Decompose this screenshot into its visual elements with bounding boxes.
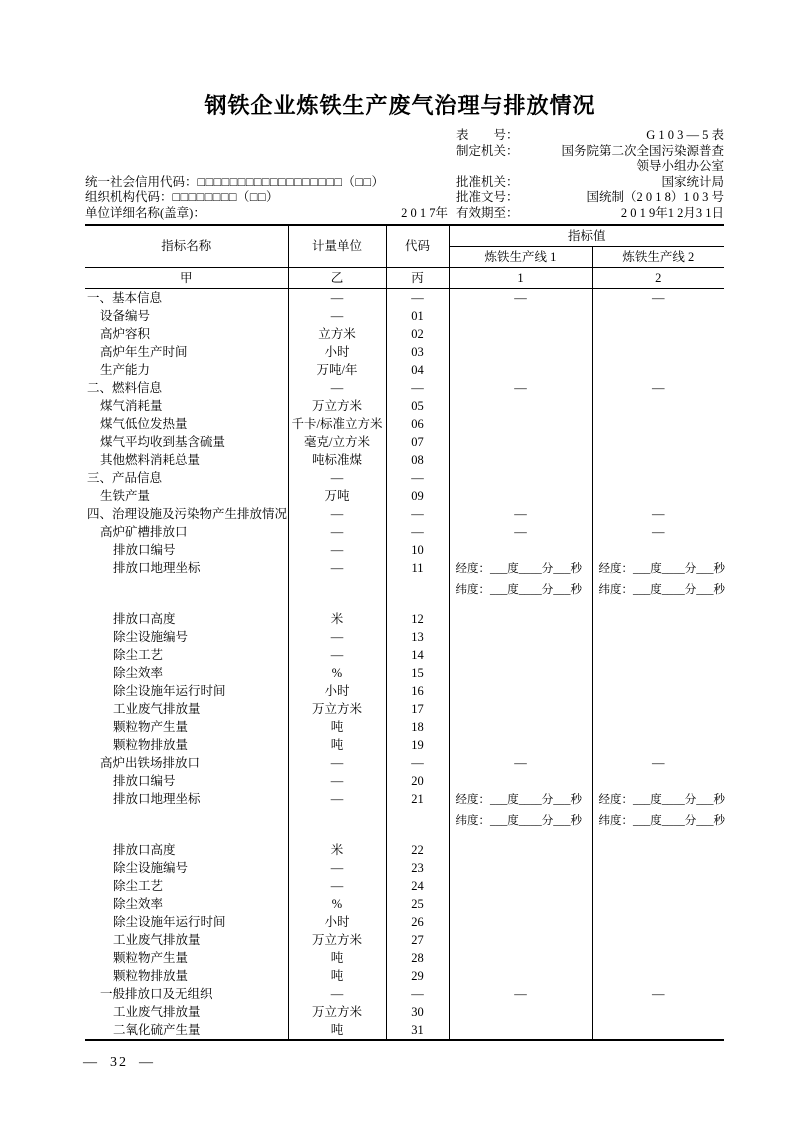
unit-cell: 米	[288, 841, 386, 859]
code-cell: 14	[386, 646, 449, 664]
value-cell-line2	[592, 433, 724, 451]
form-number-value: G 1 0 3 — 5 表	[646, 128, 724, 142]
table-row	[85, 288, 724, 307]
maker-value-line2: 领导小组办公室	[636, 159, 724, 174]
indicator-name-cell: 颗粒物产生量	[85, 949, 288, 967]
table-row	[85, 985, 724, 1003]
maker-label: 制定机关：	[456, 143, 519, 158]
credit-code-label: 统一社会信用代码：	[85, 174, 198, 189]
valid-until-label: 有效期至：	[456, 205, 519, 220]
indicator-name-cell: 二氧化硫产生量	[85, 1021, 288, 1040]
stub-header-yi: 乙	[288, 267, 386, 288]
unit-cell: 米	[288, 610, 386, 628]
value-cell-line1: —	[449, 754, 592, 772]
value-cell-line1	[449, 931, 592, 949]
form-number-label: 表 号：	[456, 128, 519, 142]
table-row	[85, 1003, 724, 1021]
code-cell: 12	[386, 610, 449, 628]
value-cell-line2	[592, 790, 724, 841]
value-cell-line1: —	[449, 288, 592, 307]
value-cell-line2	[592, 700, 724, 718]
stub-header-jia: 甲	[85, 267, 288, 288]
meta-row-unit-name	[85, 206, 724, 222]
valid-until-value: 2 0 1 9年1 2月3 1日	[620, 205, 724, 220]
unit-cell: —	[288, 379, 386, 397]
form-title: 钢铁企业炼铁生产废气治理与排放情况	[204, 93, 596, 118]
code-cell: —	[386, 379, 449, 397]
indicator-name-cell: 除尘设施年运行时间	[85, 913, 288, 931]
indicator-name-cell: 除尘设施年运行时间	[85, 682, 288, 700]
indicator-name-cell: 生产能力	[85, 361, 288, 379]
value-cell-line1	[449, 1003, 592, 1021]
longitude-fill-line: 经度：___度____分___秒	[598, 562, 725, 575]
unit-cell: 小时	[288, 682, 386, 700]
unit-cell: —	[288, 523, 386, 541]
code-cell: 16	[386, 682, 449, 700]
unit-cell: —	[288, 288, 386, 307]
code-cell: 31	[386, 1021, 449, 1040]
unit-cell: —	[288, 307, 386, 325]
table-row	[85, 628, 724, 646]
value-cell-line1: —	[449, 505, 592, 523]
value-cell-line1	[449, 433, 592, 451]
unit-cell: 吨标准煤	[288, 451, 386, 469]
code-cell: 03	[386, 343, 449, 361]
value-cell-line1	[449, 664, 592, 682]
meta-row-credit-code	[85, 175, 724, 191]
table-row	[85, 541, 724, 559]
indicator-name-cell: 工业废气排放量	[85, 1003, 288, 1021]
unit-cell: 立方米	[288, 325, 386, 343]
indicator-name-cell: 工业废气排放量	[85, 700, 288, 718]
unit-cell: —	[288, 877, 386, 895]
value-cell-line2	[592, 361, 724, 379]
value-cell-line1	[449, 736, 592, 754]
indicator-name-cell: 高炉容积	[85, 325, 288, 343]
value-cell-line1	[449, 559, 592, 610]
code-cell: 11	[386, 559, 449, 610]
value-cell-line2	[592, 877, 724, 895]
value-cell-line1	[449, 718, 592, 736]
code-cell: 13	[386, 628, 449, 646]
code-cell: 08	[386, 451, 449, 469]
value-cell-line1	[449, 772, 592, 790]
credit-code-boxes: □□□□□□□□□□□□□□□□□□（□□）	[197, 174, 385, 189]
value-cell-line2: —	[652, 524, 665, 539]
indicator-name-cell: 煤气平均收到基含硫量	[85, 433, 288, 451]
value-cell-line1	[449, 949, 592, 967]
table-row	[85, 523, 724, 541]
unit-cell: %	[288, 895, 386, 913]
table-row	[85, 913, 724, 931]
table-row	[85, 700, 724, 718]
code-cell: 07	[386, 433, 449, 451]
code-cell: 26	[386, 913, 449, 931]
table-row	[85, 1021, 724, 1040]
unit-cell: —	[288, 646, 386, 664]
table-row	[85, 931, 724, 949]
indicator-name-cell: 高炉矿槽排放口	[85, 523, 288, 541]
value-cell-line2: —	[652, 986, 665, 1001]
value-cell-line1: —	[449, 523, 592, 541]
value-cell-line1	[449, 646, 592, 664]
table-row	[85, 325, 724, 343]
code-cell: 17	[386, 700, 449, 718]
value-cell-line2	[592, 646, 724, 664]
value-cell-line2	[592, 895, 724, 913]
unit-cell: 吨	[288, 1021, 386, 1040]
code-cell: —	[386, 985, 449, 1003]
indicator-name-cell: 排放口地理坐标	[85, 559, 288, 610]
indicator-name-cell: 除尘效率	[85, 895, 288, 913]
value-cell-line1	[449, 682, 592, 700]
unit-cell: —	[288, 754, 386, 772]
indicator-name-cell: 工业废气排放量	[85, 931, 288, 949]
indicator-table-header	[85, 225, 724, 289]
value-cell-line2	[592, 397, 724, 415]
table-row	[85, 397, 724, 415]
value-cell-line2	[592, 841, 724, 859]
unit-cell: —	[288, 790, 386, 841]
indicator-name-cell: 三、产品信息	[85, 469, 288, 487]
value-cell-line2	[592, 1003, 724, 1021]
indicator-name-cell: 排放口编号	[85, 541, 288, 559]
unit-cell: 万立方米	[288, 700, 386, 718]
unit-cell: 万立方米	[288, 931, 386, 949]
table-row	[85, 877, 724, 895]
table-row	[85, 487, 724, 505]
code-cell: —	[386, 523, 449, 541]
stub-header-2: 2	[592, 267, 724, 288]
table-row	[85, 343, 724, 361]
unit-cell: 万立方米	[288, 1003, 386, 1021]
unit-cell: —	[288, 469, 386, 487]
value-cell-line1	[449, 541, 592, 559]
indicator-name-cell: 一、基本信息	[85, 288, 288, 307]
unit-cell: —	[288, 772, 386, 790]
table-row	[85, 469, 724, 487]
code-cell: 27	[386, 931, 449, 949]
approval-doc-label: 批准文号：	[456, 190, 519, 205]
value-cell-line2	[592, 1021, 724, 1040]
indicator-table	[85, 224, 724, 1041]
unit-cell: 吨	[288, 949, 386, 967]
value-cell-line1	[449, 343, 592, 361]
unit-cell: 吨	[288, 718, 386, 736]
col-header-value-group: 指标值	[449, 225, 724, 247]
value-cell-line2	[592, 931, 724, 949]
value-cell-line2	[592, 469, 724, 487]
table-row	[85, 664, 724, 682]
code-cell: 01	[386, 307, 449, 325]
indicator-name-cell: 排放口高度	[85, 841, 288, 859]
latitude-fill-line: 纬度：___度____分___秒	[598, 814, 725, 827]
stub-header-bing: 丙	[386, 267, 449, 288]
value-cell-line1	[449, 841, 592, 859]
value-cell-line1	[449, 415, 592, 433]
table-row	[85, 610, 724, 628]
table-row	[85, 949, 724, 967]
table-row	[85, 415, 724, 433]
unit-cell: —	[288, 628, 386, 646]
col-header-unit: 计量单位	[288, 225, 386, 268]
latitude-fill-line: 纬度：___度____分___秒	[455, 583, 582, 596]
value-cell-line1	[449, 325, 592, 343]
value-cell-line1	[449, 628, 592, 646]
unit-cell: 万吨	[288, 487, 386, 505]
value-cell-line1	[449, 307, 592, 325]
value-cell-line2	[592, 559, 724, 610]
value-cell-line2	[592, 451, 724, 469]
indicator-name-cell: 排放口高度	[85, 610, 288, 628]
unit-cell: 毫克/立方米	[288, 433, 386, 451]
col-header-line2: 炼铁生产线 2	[592, 246, 724, 267]
approval-doc-value: 国统制（2 0 1 8）1 0 3 号	[586, 190, 724, 205]
table-row	[85, 361, 724, 379]
indicator-name-cell: 除尘工艺	[85, 646, 288, 664]
code-cell: 21	[386, 790, 449, 841]
maker-value-line1: 国务院第二次全国污染源普查	[561, 143, 724, 158]
report-year: 2 0 1 7年	[401, 205, 448, 220]
table-row	[85, 967, 724, 985]
unit-cell: —	[288, 559, 386, 610]
value-cell-line1: —	[449, 985, 592, 1003]
value-cell-line1	[449, 361, 592, 379]
value-cell-line1	[449, 451, 592, 469]
value-cell-line2	[592, 307, 724, 325]
indicator-name-cell: 除尘设施编号	[85, 859, 288, 877]
value-cell-line2	[592, 967, 724, 985]
indicator-name-cell: 排放口地理坐标	[85, 790, 288, 841]
indicator-name-cell: 除尘效率	[85, 664, 288, 682]
unit-cell: 小时	[288, 913, 386, 931]
code-cell: 30	[386, 1003, 449, 1021]
latitude-fill-line: 纬度：___度____分___秒	[598, 583, 725, 596]
table-row	[85, 646, 724, 664]
value-cell-line2: —	[652, 380, 665, 395]
value-cell-line2	[592, 718, 724, 736]
indicator-name-cell: 颗粒物产生量	[85, 718, 288, 736]
unit-cell: 小时	[288, 343, 386, 361]
value-cell-line2: —	[652, 755, 665, 770]
unit-cell: —	[288, 859, 386, 877]
table-row	[85, 841, 724, 859]
approver-label: 批准机关：	[456, 174, 519, 189]
approver-value: 国家统计局	[661, 174, 724, 189]
code-cell: 05	[386, 397, 449, 415]
indicator-name-cell: 四、治理设施及污染物产生排放情况	[87, 506, 288, 521]
value-cell-line1	[449, 610, 592, 628]
value-cell-line1	[449, 1021, 592, 1040]
code-cell: 28	[386, 949, 449, 967]
table-row	[85, 433, 724, 451]
value-cell-line2: —	[652, 506, 665, 521]
code-cell: 29	[386, 967, 449, 985]
table-row	[85, 682, 724, 700]
code-cell: 22	[386, 841, 449, 859]
unit-cell: %	[288, 664, 386, 682]
value-cell-line2	[592, 415, 724, 433]
unit-cell: —	[288, 541, 386, 559]
indicator-name-cell: 高炉年生产时间	[85, 343, 288, 361]
value-cell-line2	[592, 541, 724, 559]
code-cell: 18	[386, 718, 449, 736]
indicator-name-cell: 一般排放口及无组织	[85, 985, 288, 1003]
value-cell-line1	[449, 877, 592, 895]
code-cell: 15	[386, 664, 449, 682]
code-cell: 23	[386, 859, 449, 877]
latitude-fill-line: 纬度：___度____分___秒	[455, 814, 582, 827]
col-header-line1: 炼铁生产线 1	[449, 246, 592, 267]
unit-cell: 吨	[288, 967, 386, 985]
code-cell: 24	[386, 877, 449, 895]
value-cell-line1	[449, 859, 592, 877]
indicator-name-cell: 高炉出铁场排放口	[85, 754, 288, 772]
value-cell-line1	[449, 895, 592, 913]
org-code-boxes: □□□□□□□□（□□）	[172, 190, 280, 205]
value-cell-line2	[592, 949, 724, 967]
col-header-indicator: 指标名称	[85, 225, 288, 268]
form-header-meta	[85, 128, 724, 222]
indicator-name-cell: 除尘设施编号	[85, 628, 288, 646]
meta-row-org-code	[85, 190, 724, 206]
unit-name-label: 单位详细名称(盖章)：	[85, 205, 206, 220]
table-row	[85, 772, 724, 790]
code-cell: 10	[386, 541, 449, 559]
value-cell-line1	[449, 967, 592, 985]
meta-row-form-number	[85, 128, 724, 144]
code-cell: —	[386, 505, 449, 523]
value-cell-line2	[592, 913, 724, 931]
value-cell-line2	[592, 772, 724, 790]
table-row	[85, 895, 724, 913]
table-row	[85, 790, 724, 841]
unit-cell: —	[288, 985, 386, 1003]
value-cell-line2: —	[652, 290, 665, 305]
meta-row-maker-2	[85, 159, 724, 175]
value-cell-line2	[592, 664, 724, 682]
indicator-table-body	[85, 288, 724, 1040]
table-row	[85, 559, 724, 610]
code-cell: —	[386, 469, 449, 487]
indicator-name-cell: 其他燃料消耗总量	[85, 451, 288, 469]
indicator-name-cell: 设备编号	[85, 307, 288, 325]
longitude-fill-line: 经度：___度____分___秒	[455, 793, 582, 806]
indicator-name-cell: 二、燃料信息	[85, 379, 288, 397]
value-cell-line2	[592, 682, 724, 700]
value-cell-line2	[592, 736, 724, 754]
code-cell: 06	[386, 415, 449, 433]
indicator-name-cell: 生铁产量	[85, 487, 288, 505]
code-cell: 04	[386, 361, 449, 379]
indicator-name-cell: 排放口编号	[85, 772, 288, 790]
stub-header-1: 1	[449, 267, 592, 288]
value-cell-line1: —	[449, 379, 592, 397]
unit-cell: 万立方米	[288, 397, 386, 415]
value-cell-line2	[592, 325, 724, 343]
indicator-name-cell: 颗粒物排放量	[85, 967, 288, 985]
unit-cell: 万吨/年	[288, 361, 386, 379]
indicator-name-cell: 煤气消耗量	[85, 397, 288, 415]
table-row	[85, 754, 724, 772]
value-cell-line2	[592, 859, 724, 877]
table-row	[85, 859, 724, 877]
unit-cell: —	[288, 505, 386, 523]
value-cell-line2	[592, 610, 724, 628]
code-cell: 20	[386, 772, 449, 790]
table-row	[85, 718, 724, 736]
value-cell-line1	[449, 913, 592, 931]
longitude-fill-line: 经度：___度____分___秒	[598, 793, 725, 806]
unit-cell: 千卡/标准立方米	[288, 415, 386, 433]
indicator-name-cell: 颗粒物排放量	[85, 736, 288, 754]
value-cell-line2	[592, 487, 724, 505]
table-row	[85, 736, 724, 754]
table-row	[85, 451, 724, 469]
code-cell: 02	[386, 325, 449, 343]
value-cell-line2	[592, 628, 724, 646]
code-cell: 19	[386, 736, 449, 754]
value-cell-line1	[449, 700, 592, 718]
meta-row-maker	[85, 144, 724, 160]
value-cell-line1	[449, 469, 592, 487]
table-row	[85, 307, 724, 325]
table-row	[85, 505, 724, 523]
indicator-name-cell: 除尘工艺	[85, 877, 288, 895]
code-cell: —	[386, 754, 449, 772]
longitude-fill-line: 经度：___度____分___秒	[455, 562, 582, 575]
value-cell-line1	[449, 397, 592, 415]
value-cell-line1	[449, 487, 592, 505]
code-cell: 09	[386, 487, 449, 505]
org-code-label: 组织机构代码：	[85, 190, 173, 205]
table-row	[85, 379, 724, 397]
unit-cell: 吨	[288, 736, 386, 754]
col-header-code: 代码	[386, 225, 449, 268]
value-cell-line2	[592, 343, 724, 361]
code-cell: 25	[386, 895, 449, 913]
code-cell: —	[386, 288, 449, 307]
indicator-name-cell: 煤气低位发热量	[85, 415, 288, 433]
value-cell-line1	[449, 790, 592, 841]
page-number: — 32 —	[83, 1054, 155, 1070]
